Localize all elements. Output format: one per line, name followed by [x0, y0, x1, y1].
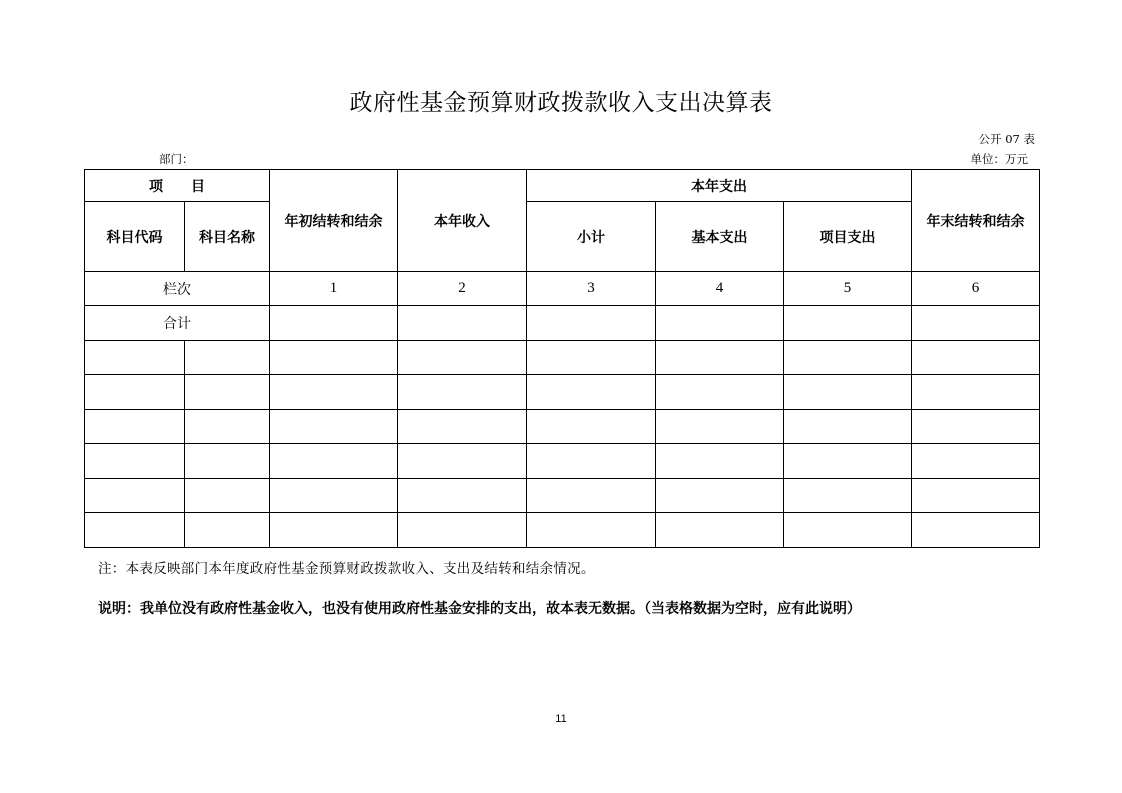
table-cell [398, 410, 527, 444]
header-closing-balance: 年末结转和结余 [912, 170, 1040, 272]
table-cell [398, 444, 527, 479]
table-cell [656, 410, 784, 444]
table-row [85, 479, 1040, 513]
table-cell [656, 513, 784, 548]
table-cell [85, 410, 185, 444]
table-cell [398, 479, 527, 513]
table-cell [912, 479, 1040, 513]
table-cell [270, 306, 398, 341]
table-cell [527, 410, 656, 444]
header-subject-code: 科目代码 [85, 202, 185, 272]
table-cell [656, 444, 784, 479]
header-row-1 [85, 170, 1040, 202]
table-row [85, 444, 1040, 479]
column-index-5: 5 [784, 272, 912, 306]
table-cell [398, 513, 527, 548]
table-cell [85, 341, 185, 375]
table-cell [656, 341, 784, 375]
table-cell [656, 375, 784, 410]
column-index-label: 栏次 [85, 272, 270, 306]
table-row [85, 410, 1040, 444]
table-cell [912, 444, 1040, 479]
table-cell [85, 479, 185, 513]
table-cell [185, 341, 270, 375]
page-number: 11 [555, 713, 567, 725]
table-cell [527, 306, 656, 341]
table-row [85, 341, 1040, 375]
table-note: 注：本表反映部门本年度政府性基金预算财政拨款收入、支出及结转和结余情况。 [98, 561, 595, 577]
table-cell [784, 410, 912, 444]
table-row [85, 375, 1040, 410]
table-cell [527, 341, 656, 375]
table-cell [270, 341, 398, 375]
table-cell [398, 341, 527, 375]
table-cell [185, 479, 270, 513]
table-cell [527, 513, 656, 548]
header-opening-balance: 年初结转和结余 [270, 170, 398, 272]
table-cell [527, 479, 656, 513]
table-cell [85, 375, 185, 410]
header-project-expense: 项目支出 [784, 202, 912, 272]
table-cell [784, 513, 912, 548]
table-cell [784, 479, 912, 513]
header-basic-expense: 基本支出 [656, 202, 784, 272]
column-index-6: 6 [912, 272, 1040, 306]
table-cell [270, 410, 398, 444]
table-cell [85, 444, 185, 479]
column-index-3: 3 [527, 272, 656, 306]
table-cell [398, 306, 527, 341]
table-cell [185, 444, 270, 479]
unit-label: 单位：万元 [970, 152, 1028, 166]
table-cell [185, 375, 270, 410]
form-number: 公开 07 表 [978, 132, 1035, 146]
table-cell [912, 306, 1040, 341]
table-cell [527, 375, 656, 410]
column-index-4: 4 [656, 272, 784, 306]
table-cell [784, 341, 912, 375]
column-index-row [85, 272, 1040, 306]
table-cell [270, 479, 398, 513]
table-cell [656, 479, 784, 513]
total-row [85, 306, 1040, 341]
table-cell [270, 513, 398, 548]
page-title: 政府性基金预算财政拨款收入支出决算表 [349, 90, 773, 116]
table-cell [398, 375, 527, 410]
header-current-expense: 本年支出 [527, 170, 912, 202]
table-cell [784, 306, 912, 341]
table-row [85, 513, 1040, 548]
header-row-2 [85, 202, 1040, 272]
table-cell [270, 444, 398, 479]
column-index-1: 1 [270, 272, 398, 306]
header-item: 项 目 [85, 170, 270, 202]
table-cell [912, 375, 1040, 410]
header-subject-name: 科目名称 [185, 202, 270, 272]
table-cell [527, 444, 656, 479]
total-label: 合计 [85, 306, 270, 341]
table-cell [912, 410, 1040, 444]
header-subtotal: 小计 [527, 202, 656, 272]
table-cell [270, 375, 398, 410]
column-index-2: 2 [398, 272, 527, 306]
table-cell [784, 375, 912, 410]
table-description: 说明：我单位没有政府性基金收入，也没有使用政府性基金安排的支出，故本表无数据。（当表格数据为空时，应有此说明） [98, 601, 861, 617]
table-cell [912, 341, 1040, 375]
table-cell [185, 513, 270, 548]
header-current-income: 本年收入 [398, 170, 527, 272]
table-cell [85, 513, 185, 548]
budget-table [84, 169, 1040, 548]
table-cell [912, 513, 1040, 548]
department-label: 部门： [159, 152, 194, 166]
table-cell [656, 306, 784, 341]
table-cell [784, 444, 912, 479]
table-cell [185, 410, 270, 444]
